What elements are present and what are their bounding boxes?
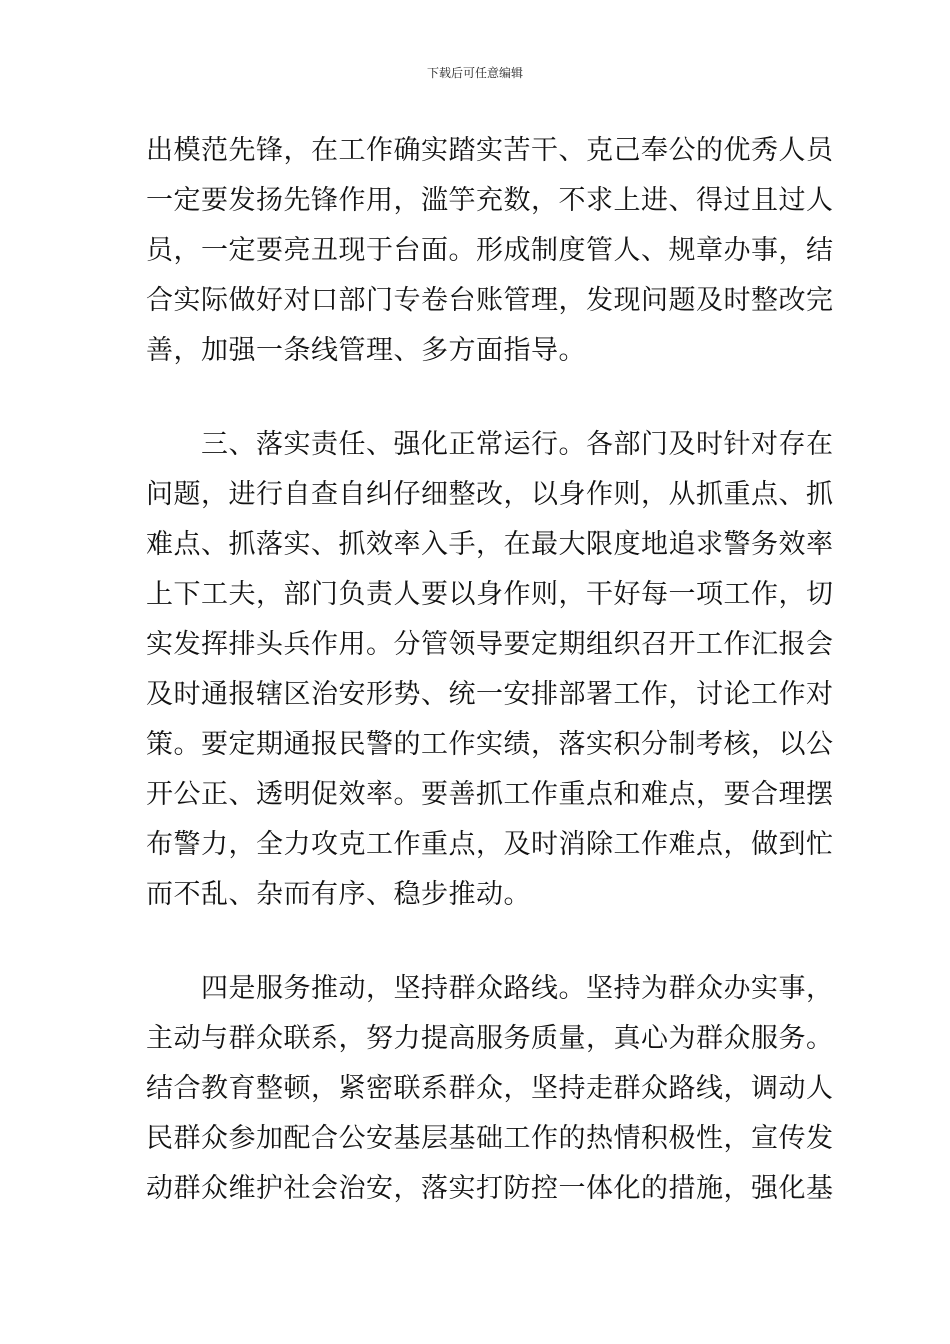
text-line: 结合教育整顿，紧密联系群众，坚持走群众路线，调动人 (146, 1073, 834, 1104)
text-line: 难点、抓落实、抓效率入手，在最大限度地追求警务效率 (146, 529, 834, 560)
paragraph-spacer (146, 920, 810, 964)
text-line: 策。要定期通报民警的工作实绩，落实积分制考核，以公 (146, 729, 834, 760)
text-line: 四是服务推动，坚持群众路线。坚持为群众办实事， (146, 973, 834, 1004)
text-line: 合实际做好对口部门专卷台账管理，发现问题及时整改完 (146, 285, 834, 316)
paragraph-2 (146, 420, 834, 920)
text-line: 动群众维护社会治安，落实打防控一体化的措施，强化基 (146, 1173, 834, 1204)
text-line: 三、落实责任、强化正常运行。各部门及时针对存在 (146, 429, 834, 460)
text-line: 及时通报辖区治安形势、统一安排部署工作，讨论工作对 (146, 679, 834, 710)
text-line: 而不乱、杂而有序、稳步推动。 (146, 879, 531, 910)
text-line: 开公正、透明促效率。要善抓工作重点和难点，要合理摆 (146, 779, 834, 810)
text-line: 主动与群众联系，努力提高服务质量，真心为群众服务。 (146, 1023, 834, 1054)
text-line: 一定要发扬先锋作用，滥竽充数，不求上进、得过且过人 (146, 185, 834, 216)
text-line: 问题，进行自查自纠仔细整改，以身作则，从抓重点、抓 (146, 479, 834, 510)
paragraph-3 (146, 964, 834, 1214)
text-line: 善，加强一条线管理、多方面指导。 (146, 335, 586, 366)
page-header: 下载后可任意编辑 (426, 66, 523, 80)
text-line: 上下工夫，部门负责人要以身作则，干好每一项工作，切 (146, 579, 834, 610)
text-line: 出模范先锋，在工作确实踏实苦干、克己奉公的优秀人员 (146, 135, 834, 166)
text-line: 实发挥排头兵作用。分管领导要定期组织召开工作汇报会 (146, 629, 834, 660)
paragraph-spacer (146, 376, 810, 420)
text-line: 布警力，全力攻克工作重点，及时消除工作难点，做到忙 (146, 829, 834, 860)
text-line: 员，一定要亮丑现于台面。形成制度管人、规章办事，结 (146, 235, 834, 266)
text-line: 民群众参加配合公安基层基础工作的热情积极性，宣传发 (146, 1123, 834, 1154)
paragraph-1 (146, 126, 834, 376)
document-body (146, 126, 834, 1214)
